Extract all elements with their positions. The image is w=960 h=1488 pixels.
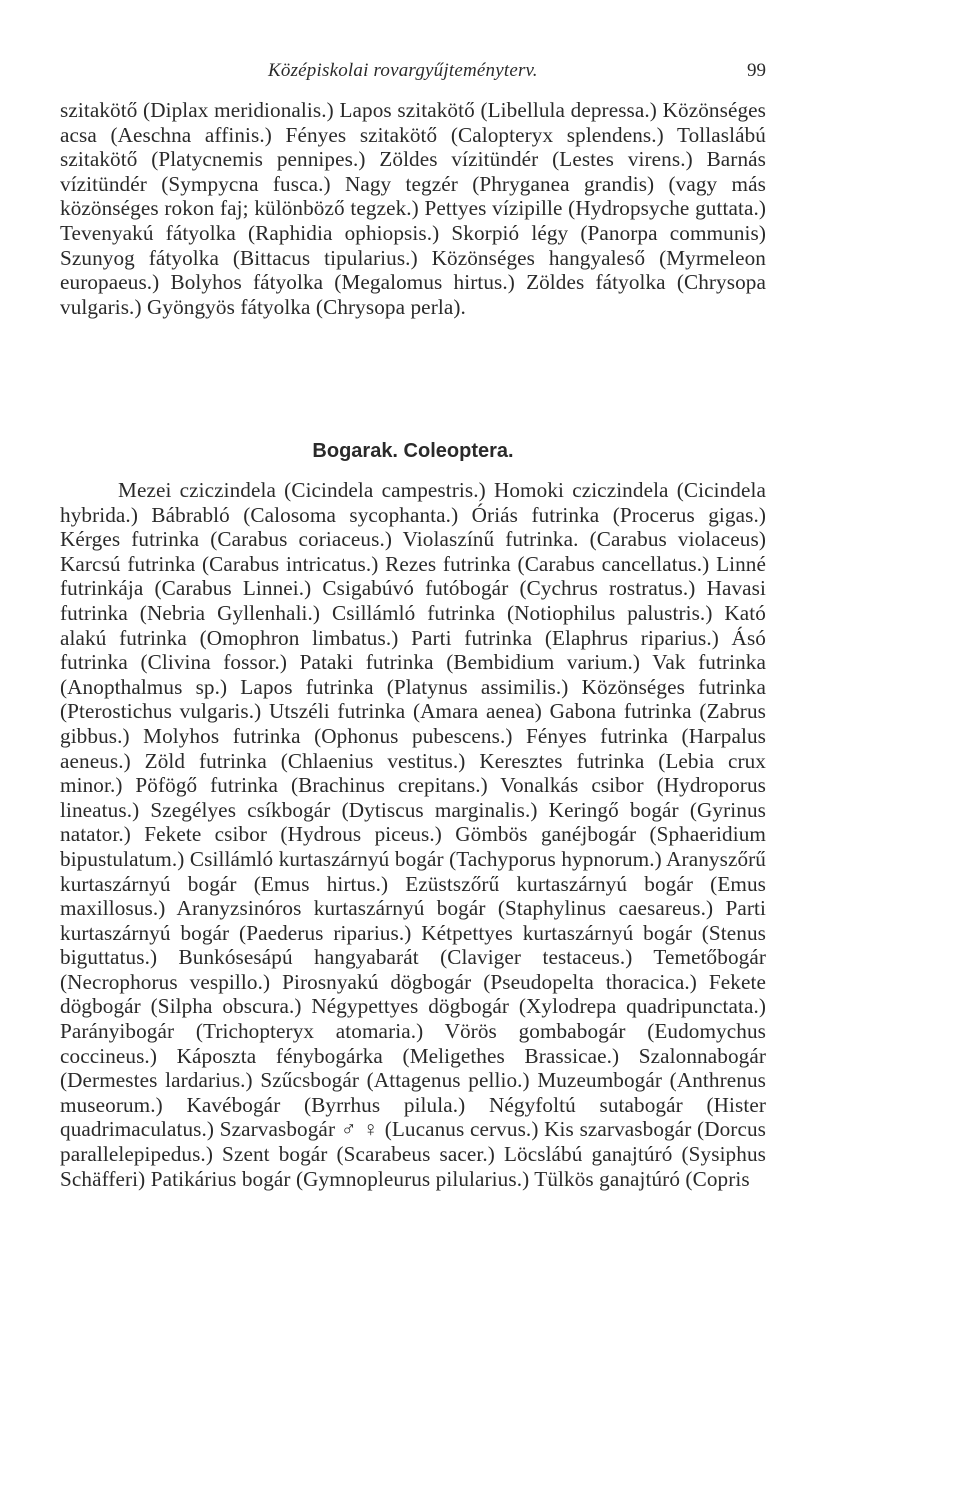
- page-number: 99: [747, 60, 766, 81]
- running-title: Középiskolai rovargyűjteményterv.: [268, 60, 538, 81]
- paragraph-2: Mezei cziczindela (Cicindela campestris.) Homoki cziczindela (Cicindela hybrida.) Bábrabló (Calosoma sycophanta.) Óriás futrinka (Procerus gigas.) Kérges futrinka (Carabus coriaceus.) Violaszínű futrinka. (Carabus violaceus) Karcsú futrinka (Carabus intricatus.) Rezes futrinka (Carabus cancellatus.) Linné futrinkája (Carabus Linnei.) Csigabúvó futóbogár (Cychrus rostratus.) Havasi futrinka (Nebria Gyllenhali.) Csillámló futrinka (Notiophilus palustris.) Kató alakú futrinka (Omophron limbatus.) Parti futrinka (Elaphrus riparius.) Ásó futrinka (Clivina fossor.) Pataki futrinka (Bembidium varium.) Vak futrinka (Anopthalmus sp.) Lapos futrinka (Platynus assimilis.) Közönséges futrinka (Pterostichus vulgaris.) Utszéli futrinka (Amara aenea) Gabona futrinka (Zabrus gibbus.) Molyhos futrinka (Ophonus pubescens.) Fényes futrinka (Harpalus aeneus.) Zöld futrinka (Chlaenius vestitus.) Keresztes futrinka (Lebia crux minor.) Pöfögő futrinka (Brachinus crepitans.) Vonalkás csibor (Hydroporus lineatus.) Szegélyes csíkbogár (Dytiscus marginalis.) Keringő bogár (Gyrinus natator.) Fekete csibor (Hydrous piceus.) Gömbös ganéjbogár (Sphaeridium bipustulatum.) Csillámló kurtaszárnyú bogár (Tachyporus hypnorum.) Aranyszőrű kurtaszárnyú bogár (Emus hirtus.) Ezüstszőrű kurtaszárnyú bogár (Emus maxillosus.) Aranyzsinóros kurtaszárnyú bogár (Staphylinus caesareus.) Parti kurtaszárnyú bogár (Paederus riparius.) Kétpettyes kurtaszárnyú bogár (Stenus biguttatus.) Bunkósesápú hangyabarát (Claviger testaceus.) Temetőbogár (Necrophorus vespillo.) Pirosnyakú dögbogár (Pseudopelta thoracica.) Fekete dögbogár (Silpha obscura.) Négypettyes dögbogár (Xylodrepa quadripunctata.) Parányibogár (Trichopteryx atomaria.) Vörös gombabogár (Eudomychus coccineus.) Káposzta fénybogárka (Meligethes Brassicae.) Szalonnabogár (Dermestes lardarius.) Szűcsbogár (Attagenus pellio.) Muzeumbogár (Anthrenus museorum.) Kavébogár (Byrrhus pilula.) Négyfoltú sutabogár (Hister quadrimaculatus.) Szarvasbogár ♂ ♀ (Lucanus cervus.) Kis szarvasbogár (Dorcus parallelepipedus.) Szent bogár (Scarabeus sacer.) Löcslábú ganajtúró (Sysiphus Schäfferi) Patikárius bogár (Gymnopleurus pilularius.) Tülkös ganajtúró (Copris: [60, 478, 766, 1191]
- section-heading: Bogarak. Coleoptera.: [312, 440, 514, 462]
- paragraph-1: szitakötő (Diplax meridionalis.) Lapos szitakötő (Libellula depressa.) Közönséges acsa (Aeschna affinis.) Fényes szitakötő (Calopteryx splendens.) Tollaslábú szitakötő (Platycnemis pennipes.) Zöldes vízitündér (Lestes virens.) Barnás vízitündér (Sympycna fusca.) Nagy tegzér (Phryganea grandis) (vagy más közönséges rokon faj; különböző tegzek.) Pettyes vízipille (Hydropsyche guttata.) Tevenyakú fátyolka (Raphidia ophiopsis.) Skorpió légy (Panorpa communis) Szunyog fátyolka (Bittacus tipularius.) Közönséges hangyaleső (Myrmeleon europaeus.) Bolyhos fátyolka (Megalomus hirtus.) Zöldes fátyolka (Chrysopa vulgaris.) Gyöngyös fátyolka (Chrysopa perla).: [60, 98, 766, 319]
